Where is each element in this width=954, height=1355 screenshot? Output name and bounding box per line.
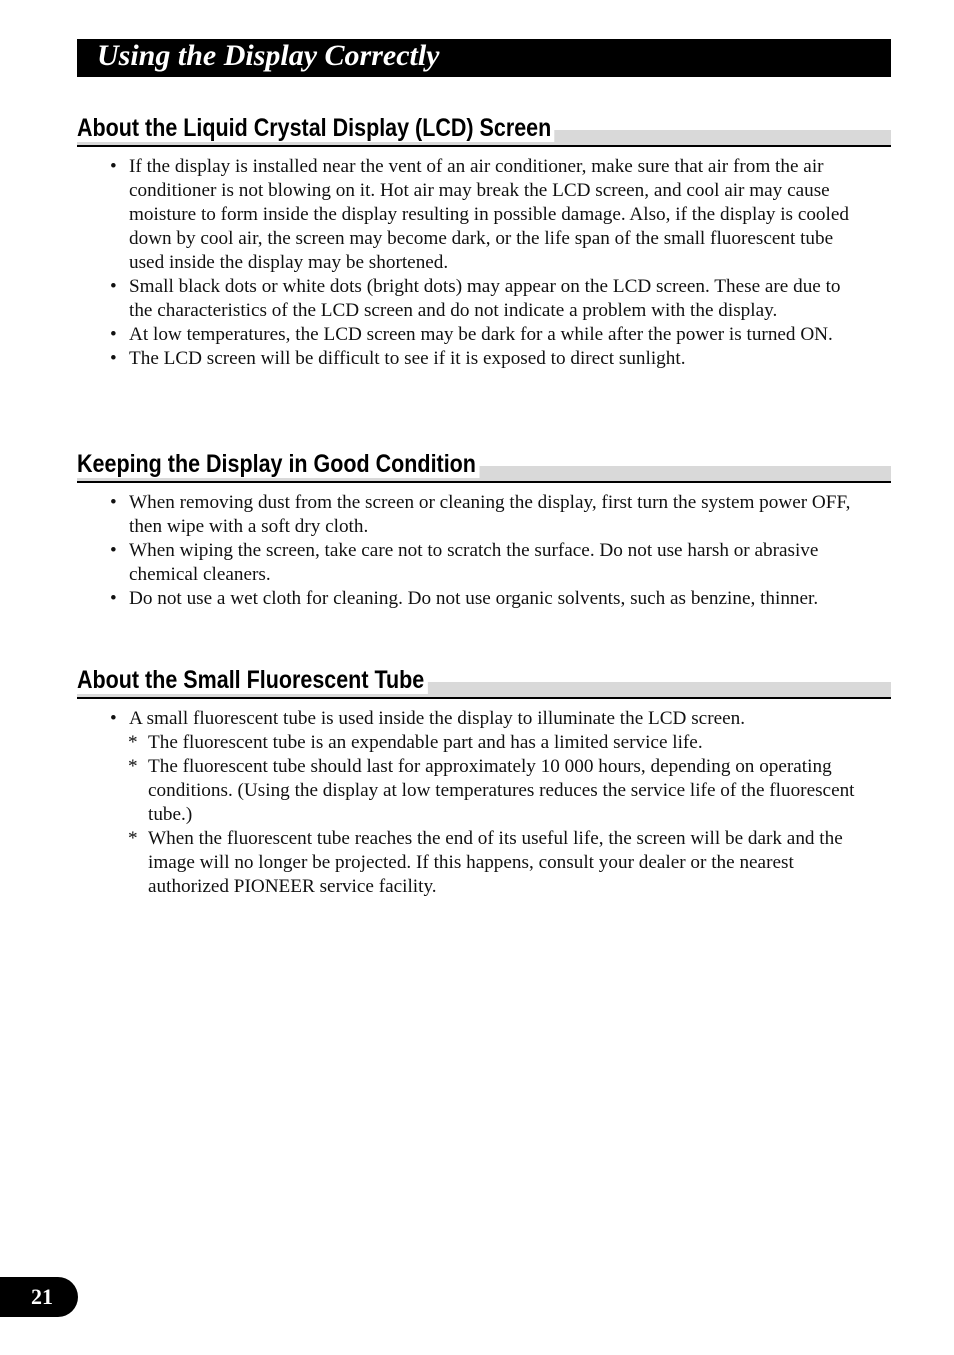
section-title: About the Liquid Crystal Display (LCD) Screen	[77, 114, 555, 142]
note-item: * The fluorescent tube should last for approximately 10 000 hours, depending on operating conditions. (Using the display at low temperatures reduces the service life of the fluorescent tube.)	[128, 756, 855, 825]
note-item: * The fluorescent tube is an expendable part and has a limited service life.	[128, 732, 703, 753]
bullet-list	[77, 707, 891, 899]
list-item: • Do not use a wet cloth for cleaning. Do not use organic solvents, such as benzine, thinner.	[110, 588, 819, 609]
chapter-title-bar	[77, 39, 891, 77]
bullet-list	[77, 491, 891, 611]
section-title: Keeping the Display in Good Condition	[77, 450, 479, 478]
bullet-list	[77, 155, 891, 371]
list-item: • When removing dust from the screen or cleaning the display, first turn the system power OFF, then wipe with a soft dry cloth.	[110, 492, 851, 537]
note-item: * When the fluorescent tube reaches the end of its useful life, the screen will be dark and the image will no longer be projected. If this happens, consult your dealer or the nearest authorized PIONEER service facility.	[128, 828, 843, 897]
page-number: 21	[0, 1277, 78, 1317]
chapter-title: Using the Display Correctly	[97, 39, 440, 72]
section-heading	[77, 113, 891, 147]
section-heading	[77, 449, 891, 483]
list-item: • Small black dots or white dots (bright dots) may appear on the LCD screen. These are due to the characteristics of the LCD screen and do not indicate a problem with the display.	[110, 276, 841, 321]
section-heading	[77, 665, 891, 699]
list-item: • At low temperatures, the LCD screen may be dark for a while after the power is turned ON.	[110, 324, 833, 345]
list-item: • A small fluorescent tube is used inside the display to illuminate the LCD screen.	[110, 708, 746, 729]
list-item: • When wiping the screen, take care not to scratch the surface. Do not use harsh or abrasive chemical cleaners.	[110, 540, 819, 585]
section-good-condition	[77, 449, 891, 611]
section-title: About the Small Fluorescent Tube	[77, 666, 428, 694]
list-item: • The LCD screen will be difficult to see if it is exposed to direct sunlight.	[110, 348, 686, 369]
section-lcd-screen	[77, 113, 891, 371]
section-fluorescent-tube	[77, 665, 891, 899]
list-item: • If the display is installed near the vent of an air conditioner, make sure that air from the air conditioner is not blowing on it. Hot air may break the LCD screen, and cool air may cause moisture to form inside the display resulting in possible damage. Also, if the display is cooled down by cool air, the screen may become dark, or the life span of the small fluorescent tube used inside the display may be shortened.	[110, 156, 849, 273]
